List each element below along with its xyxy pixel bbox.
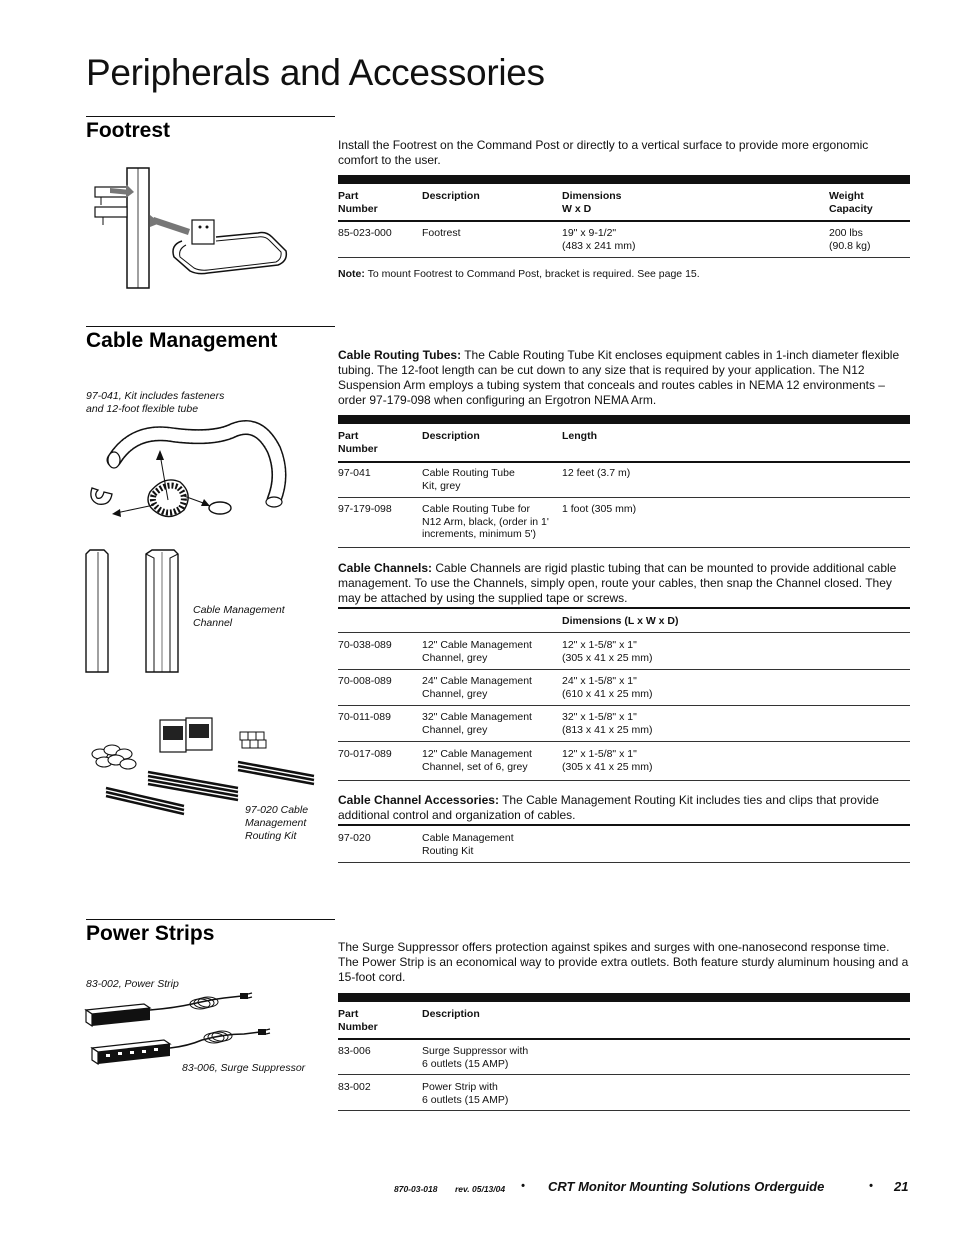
footer-guide-title: CRT Monitor Mounting Solutions Orderguide <box>548 1179 825 1194</box>
footrest-note: Note: To mount Footrest to Command Post, bracket is required. See page 15. <box>338 268 700 280</box>
tube-row-length: 1 foot (305 mm) <box>562 503 637 515</box>
col-header-length: Length <box>562 430 597 442</box>
table-rule <box>338 257 910 258</box>
col-header-dimensions: Dimensions (L x W x D) <box>562 615 679 627</box>
tube-row-desc: Cable Routing Tube Kit, grey <box>422 467 515 492</box>
cable-tubes-text: Cable Routing Tubes: The Cable Routing Tube Kit encloses equipment cables in 1-inch diameter flexible tubing. The 12-foot length can be cut down to any size that is required by your application. The N12 Suspension Arm employs a tubing system that conceals and routes cables in NEMA 12 environments – order 97-179-098 when configuring an Ergotron NEMA Arm. <box>338 348 900 407</box>
section-rule <box>86 919 335 920</box>
table-rule <box>338 1038 910 1040</box>
footer-doc-number: 870-03-018 <box>394 1184 438 1194</box>
channel-row-part: 70-017-089 <box>338 748 392 760</box>
footrest-title: Footrest <box>86 119 170 142</box>
table-rule <box>338 1110 910 1111</box>
channel-row-dim: 12" x 1-5/8" x 1" (305 x 41 x 25 mm) <box>562 639 653 664</box>
channel-row-part: 70-038-089 <box>338 639 392 651</box>
cable-management-title: Cable Management <box>86 329 278 352</box>
channel-caption: Cable Management Channel <box>193 604 285 629</box>
table-rule <box>338 705 910 706</box>
section-rule <box>86 326 335 327</box>
table-rule <box>338 461 910 463</box>
surge-suppressor-caption: 83-006, Surge Suppressor <box>182 1062 306 1074</box>
channel-row-dim: 12" x 1-5/8" x 1" (305 x 41 x 25 mm) <box>562 748 653 773</box>
footer-bullet: • <box>869 1180 873 1192</box>
table-rule <box>338 632 910 633</box>
table-rule <box>338 220 910 222</box>
table-rule <box>338 607 910 609</box>
footrest-desc: Footrest <box>422 227 461 239</box>
cable-tube-illustration <box>84 420 304 525</box>
tube-row-length: 12 feet (3.7 m) <box>562 467 631 479</box>
col-header-dimensions: Dimensions W x D <box>562 190 622 215</box>
table-rule <box>338 741 910 742</box>
table-header-bar <box>338 415 910 424</box>
col-header-part: Part Number <box>338 430 378 455</box>
col-header-weight: Weight Capacity <box>829 190 873 215</box>
col-header-part: Part Number <box>338 190 378 215</box>
tube-row-desc: Cable Routing Tube for N12 Arm, black, (order in 1' increments, minimum 5') <box>422 503 549 540</box>
footrest-part: 85-023-000 <box>338 227 392 239</box>
cable-channel-illustration <box>82 548 192 678</box>
table-rule <box>338 780 910 781</box>
power-intro: The Surge Suppressor offers protection against spikes and surges with one-nanosecond response time. The Power Strip is an economical way to provide extra outlets. Both feature sturdy aluminum housing and a 15-foot cord. <box>338 940 909 984</box>
table-rule <box>338 824 910 826</box>
col-header-description: Description <box>422 1008 480 1020</box>
power-row-desc: Surge Suppressor with 6 outlets (15 AMP) <box>422 1045 529 1070</box>
tube-row-part: 97-179-098 <box>338 503 392 515</box>
footrest-illustration <box>90 165 300 295</box>
power-strips-title: Power Strips <box>86 922 215 945</box>
power-strip-illustration <box>84 990 284 1065</box>
cable-channels-text: Cable Channels: Cable Channels are rigid plastic tubing that can be mounted to provide additional cable management. To use the Channels, simply open, route your cables, then snap the Channel closed. They may be attached by using the supplied tape or screws. <box>338 561 897 605</box>
power-row-part: 83-002 <box>338 1081 371 1093</box>
col-header-part: Part Number <box>338 1008 378 1033</box>
table-rule <box>338 862 910 863</box>
channel-row-dim: 32" x 1-5/8" x 1" (813 x 41 x 25 mm) <box>562 711 653 736</box>
routing-kit-caption: 97-020 Cable Management Routing Kit <box>245 804 309 842</box>
channel-row-desc: 12" Cable Management Channel, grey <box>422 639 532 664</box>
channel-row-desc: 24" Cable Management Channel, grey <box>422 675 532 700</box>
table-rule <box>338 669 910 670</box>
footrest-weight: 200 lbs (90.8 kg) <box>829 227 871 252</box>
col-header-description: Description <box>422 430 480 442</box>
power-row-desc: Power Strip with 6 outlets (15 AMP) <box>422 1081 509 1106</box>
accessory-row-desc: Cable Management Routing Kit <box>422 832 514 857</box>
channel-row-desc: 32" Cable Management Channel, grey <box>422 711 532 736</box>
footrest-dim: 19" x 9-1/2" (483 x 241 mm) <box>562 227 636 252</box>
power-strip-caption: 83-002, Power Strip <box>86 978 179 990</box>
channel-row-dim: 24" x 1-5/8" x 1" (610 x 41 x 25 mm) <box>562 675 653 700</box>
section-rule <box>86 116 335 117</box>
page-title: Peripherals and Accessories <box>86 52 545 93</box>
channel-row-part: 70-008-089 <box>338 675 392 687</box>
table-rule <box>338 1074 910 1075</box>
table-header-bar <box>338 175 910 184</box>
tube-row-part: 97-041 <box>338 467 371 479</box>
power-row-part: 83-006 <box>338 1045 371 1057</box>
table-header-bar <box>338 993 910 1002</box>
cable-accessories-text: Cable Channel Accessories: The Cable Management Routing Kit includes ties and clips that provide additional control and organization of cables. <box>338 793 879 822</box>
page-number: 21 <box>894 1179 909 1194</box>
col-header-description: Description <box>422 190 480 202</box>
accessory-row-part: 97-020 <box>338 832 371 844</box>
footrest-intro: Install the Footrest on the Command Post or directly to a vertical surface to provide more ergonomic comfort to the user. <box>338 138 869 167</box>
table-rule <box>338 497 910 498</box>
channel-row-part: 70-011-089 <box>338 711 391 723</box>
tube-caption: 97-041, Kit includes fasteners and 12-foot flexible tube <box>86 390 225 415</box>
footer-revision: rev. 05/13/04 <box>455 1184 506 1194</box>
channel-row-desc: 12" Cable Management Channel, set of 6, grey <box>422 748 532 773</box>
footer-bullet: • <box>521 1180 525 1192</box>
table-rule <box>338 547 910 548</box>
